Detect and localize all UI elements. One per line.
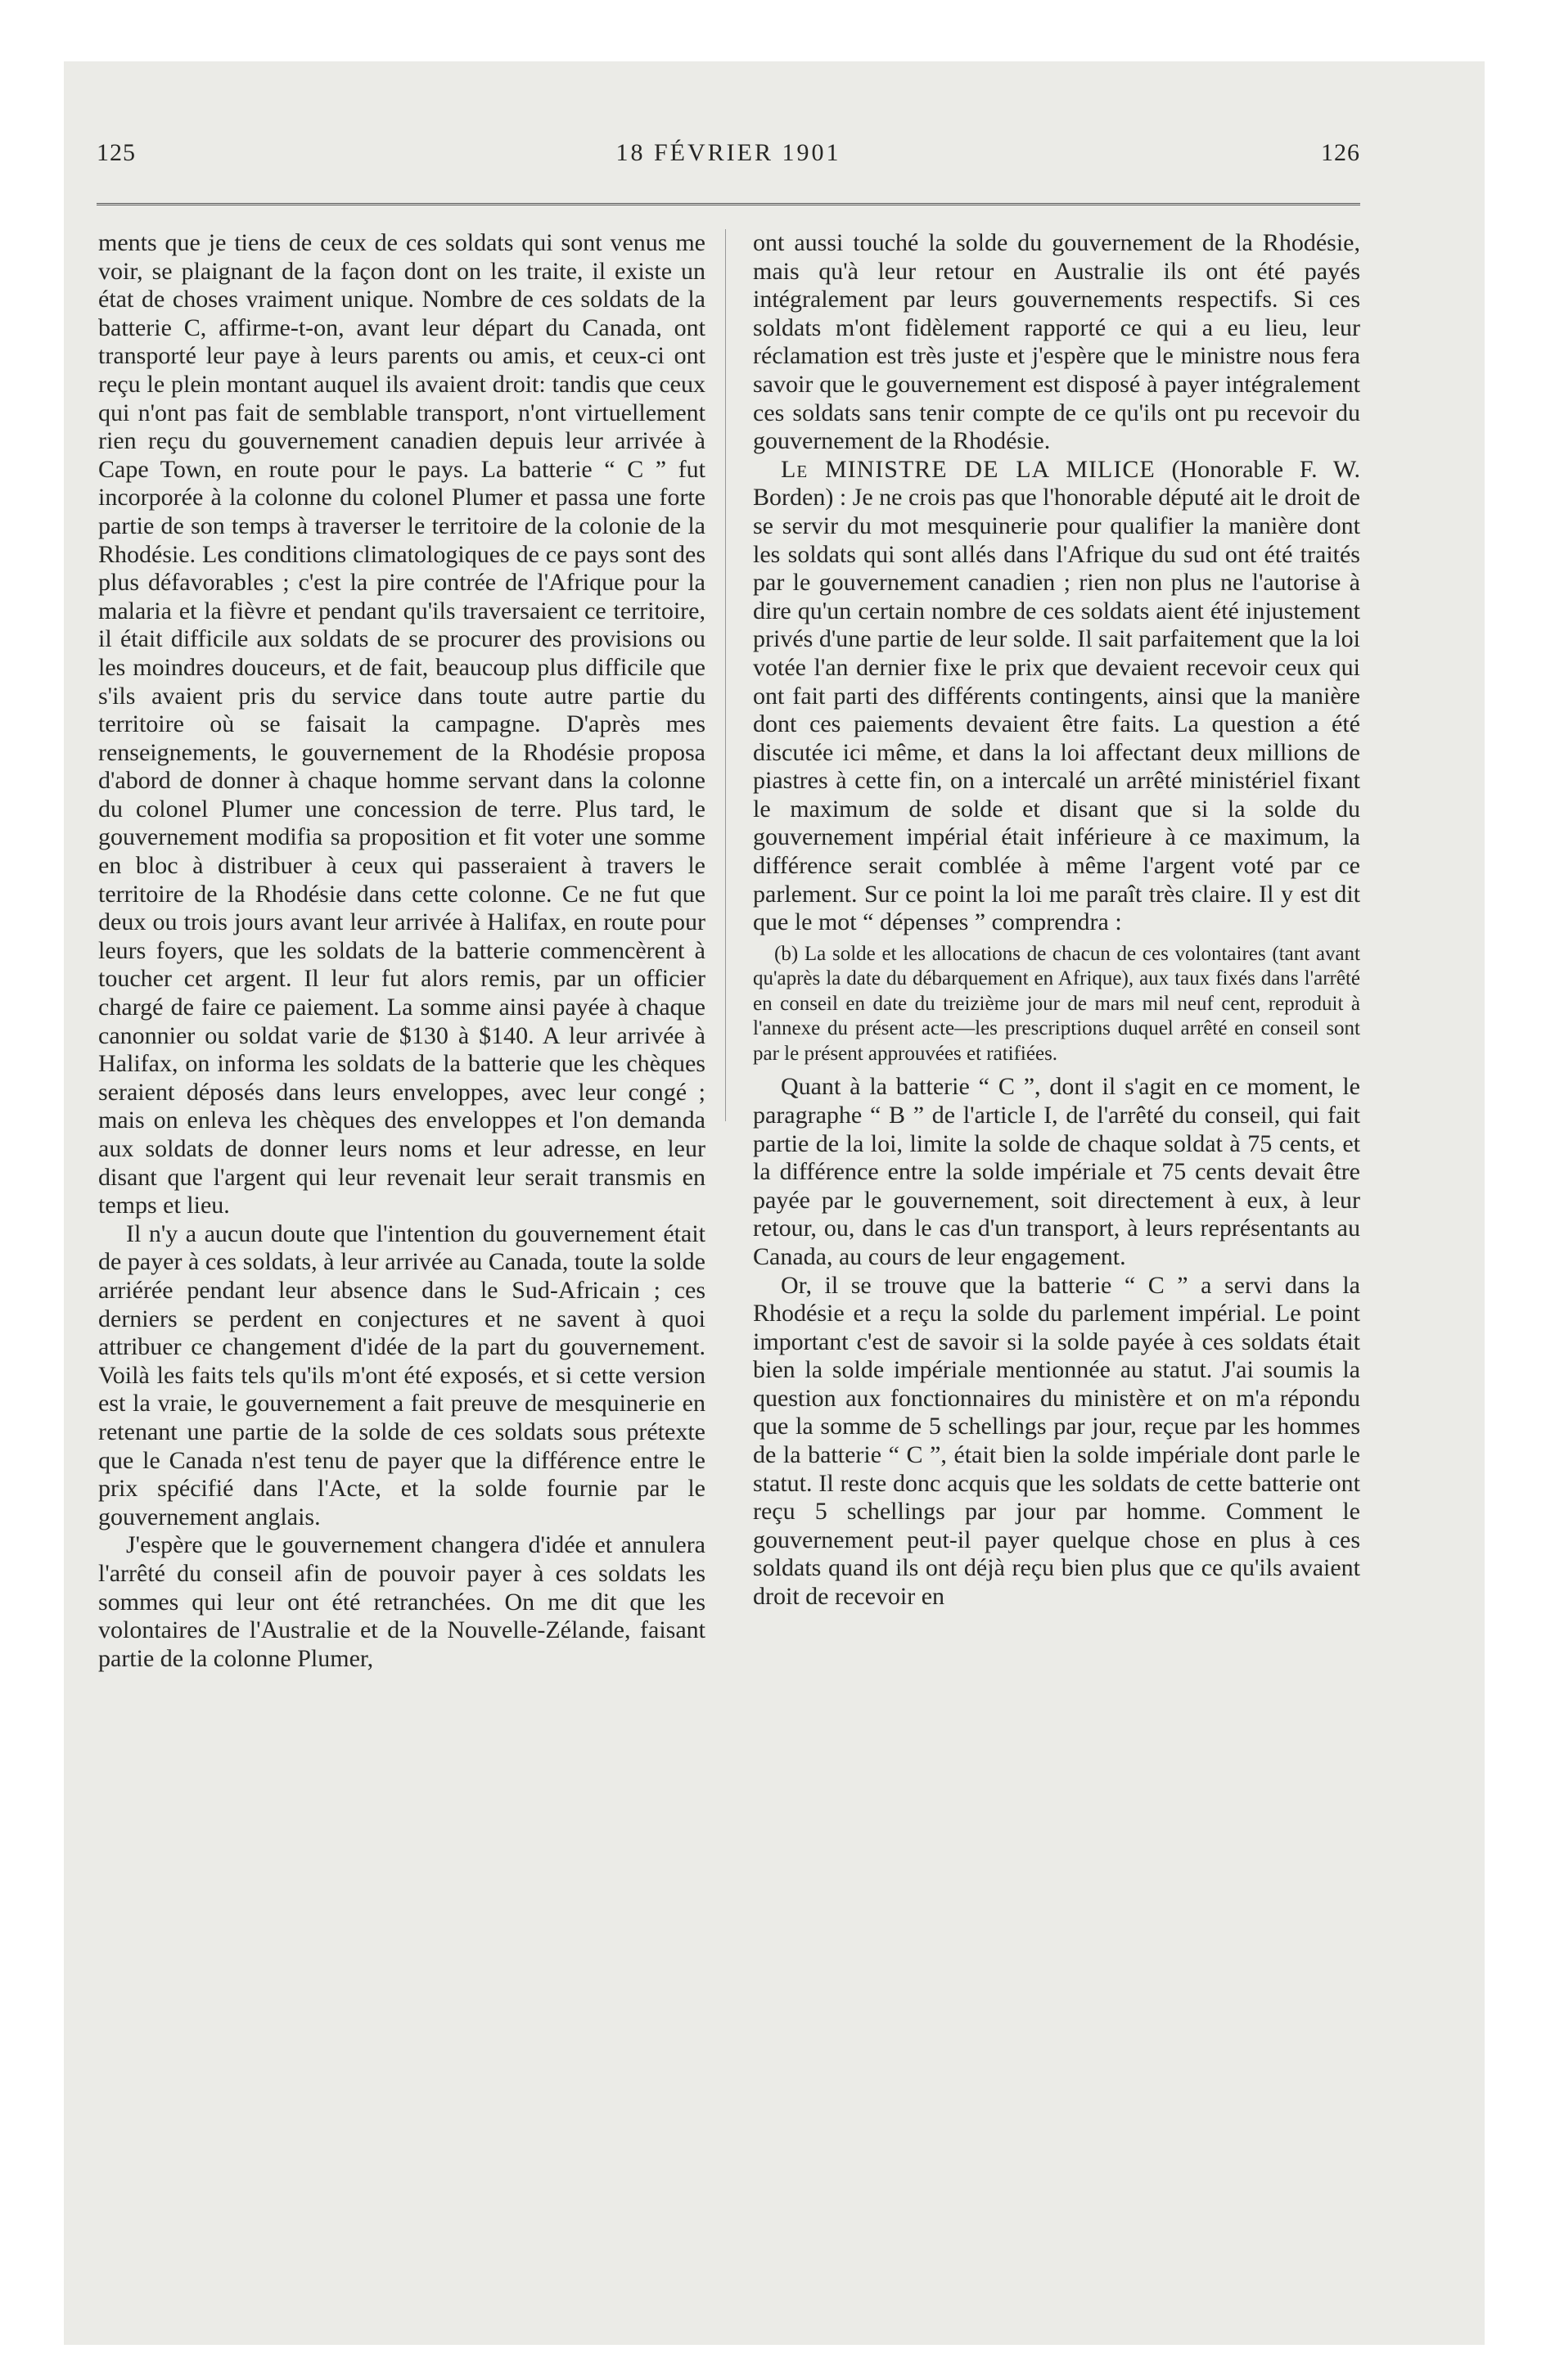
statute-quote: (b) La solde et les allocations de chacun de ces volontaires (tant avant qu'après la date du débarquement en Afrique), aux taux fixés dans l'arrêté en conseil en date du treizième jour de mars mil neuf cent, reproduit à l'annexe du présent acte—les prescriptions duquel arrêté en conseil sont par le présent approuvées et ratifiées. bbox=[753, 942, 1360, 1065]
paragraph: Il n'y a aucun doute que l'intention du gouvernement était de payer à ces soldats, à leur arrivée au Canada, toute la solde arriérée pendant leur absence dans le Sud-Africain ; ces derniers se perdent en conjectures et ne savent à quoi attribuer ce changement d'idée de la part du gouvernement. Voilà les faits tels qu'ils m'ont été exposés, et si cette version est la vraie, le gouvernement a fait preuve de mesquinerie en retenant une partie de la solde de ces soldats sous prétexte que le Canada n'est tenu de payer que la différence entre le prix spécifié dans l'Acte, et la solde fournie par le gouvernement anglais. bbox=[98, 1219, 705, 1530]
paragraph: Or, il se trouve que la batterie “ C ” a servi dans la Rhodésie et a reçu la solde du parlement impérial. Le point important c'est de savoir si la solde payée à ces soldats était bien la solde impériale mentionnée au statut. J'ai soumis la question aux fonctionnaires du ministère et on m'a répondu que la somme de 5 schellings par jour, reçue par les hommes de la batterie “ C ”, était bien la solde impériale dont parle le statut. Il reste donc acquis que les soldats de cette batterie ont reçu 5 schellings par jour par homme. Comment le gouvernement peut-il payer quelque chose en plus à ces soldats quand ils ont déjà reçu bien plus que ce qu'ils avaient droit de recevoir en bbox=[753, 1271, 1360, 1611]
speaker-text: (Honorable F. W. Borden) : Je ne crois pas que l'honorable député ait le droit de se servir du mot mesquinerie pour qualifier la manière dont les soldats qui sont allés dans l'Afrique du sud ont été traités par le gouvernement canadien ; rien non plus ne l'autorise à dire qu'un certain nombre de ces soldats aient été injustement privés d'une partie de leur solde. Il sait parfaitement que la loi votée l'an dernier fixe le prix que devaient recevoir ceux qui ont fait parti des différents contingents, ainsi que la manière dont ces paiements devaient être faits. La question a été discutée ici même, et dans la loi affectant deux millions de piastres à cette fin, on a intercalé un arrêté ministériel fixant le maximum de solde et disant que si la solde du gouvernement impérial était inférieure à ce maximum, la différence serait comblée à même l'argent voté par ce parlement. Sur ce point la loi me paraît très claire. Il y est dit que le mot “ dépenses ” comprendra : bbox=[753, 455, 1360, 936]
header-rule bbox=[97, 203, 1360, 205]
text-columns bbox=[97, 229, 1360, 1673]
header-date: 18 FÉVRIER 1901 bbox=[615, 139, 841, 166]
paragraph: ont aussi touché la solde du gouvernement de la Rhodésie, mais qu'à leur retour en Australie ils ont été payés intégralement par leurs gouvernements respectifs. Si ces soldats m'ont fidèlement rapporté ce qui a eu lieu, leur réclamation est très juste et j'espère que le ministre nous fera savoir que le gouvernement est disposé à payer intégralement ces soldats sans tenir compte de ce qu'ils ont pu recevoir du gouvernement de la Rhodésie. bbox=[753, 229, 1360, 455]
paragraph: ments que je tiens de ceux de ces soldats qui sont venus me voir, se plaignant de la façon dont on les traite, il existe un état de choses vraiment unique. Nombre de ces soldats de la batterie C, affirme-t-on, avant leur départ du Canada, ont transporté leur paye à leurs parents ou amis, et ceux-ci ont reçu le plein montant auquel ils avaient droit: tandis que ceux qui n'ont pas fait de semblable transport, n'ont virtuellement rien reçu du gouvernement canadien depuis leur arrivée à Cape Town, en route pour le pays. La batterie “ C ” fut incorporée à la colonne du colonel Plumer et passa une forte partie de son temps à traverser le territoire de la colonie de la Rhodésie. Les conditions climatologiques de ce pays sont des plus défavorables ; c'est la pire contrée de l'Afrique pour la malaria et la fièvre et pendant qu'ils traversaient ce territoire, il était difficile aux soldats de se procurer des provisions ou les moindres douceurs, et de fait, beaucoup plus difficile que s'ils avaient pris du service dans toute autre partie du territoire où se faisait la campagne. D'après mes renseignements, le gouvernement de la Rhodésie proposa d'abord de donner à chaque homme servant dans la colonne du colonel Plumer une concession de terre. Plus tard, le gouvernement modifia sa proposition et fit voter une somme en bloc à distribuer à ceux qui passeraient à travers le territoire de la Rhodésie dans cette colonne. Ce ne fut que deux ou trois jours avant leur arrivée à Halifax, en route pour leurs foyers, que les soldats de la batterie commencèrent à toucher cet argent. Il leur fut alors remis, par un officier chargé de faire ce paiement. La somme ainsi payée à chaque canonnier ou soldat varie de $130 à $140. A leur arrivée à Halifax, on informa les soldats de la batterie que les chèques seraient déposés dans leurs enveloppes, avec leur congé ; mais on enleva les chèques des enveloppes et l'on demanda aux soldats de donner leurs noms et leur adresse, en leur disant que l'argent qui leur revenait leur serait transmis en temps et lieu. bbox=[98, 229, 705, 1219]
running-header bbox=[97, 131, 1360, 188]
right-column bbox=[753, 229, 1360, 1673]
left-page-number: 125 bbox=[97, 139, 136, 166]
speaker-paragraph bbox=[753, 456, 1360, 937]
document-page bbox=[97, 131, 1360, 2259]
speaker-name: Le MINISTRE DE LA MILICE bbox=[781, 455, 1156, 483]
paragraph: J'espère que le gouvernement changera d'idée et annulera l'arrêté du conseil afin de pouvoir payer à ces soldats les sommes qui leur ont été retranchées. On me dit que les volontaires de l'Australie et de la Nouvelle-Zélande, faisant partie de la colonne Plumer, bbox=[98, 1531, 705, 1672]
left-column bbox=[97, 229, 705, 1673]
right-page-number: 126 bbox=[1321, 139, 1360, 166]
paragraph: Quant à la batterie “ C ”, dont il s'agit en ce moment, le paragraphe “ B ” de l'article I, de l'arrêté du conseil, qui fait partie de la loi, limite la solde de chaque soldat à 75 cents, et la différence entre la solde impériale et 75 cents devait être payée par le gouvernement, soit directement à eux, à leur retour, ou, dans le cas d'un transport, à leurs représentants au Canada, au cours de leur engagement. bbox=[753, 1073, 1360, 1270]
